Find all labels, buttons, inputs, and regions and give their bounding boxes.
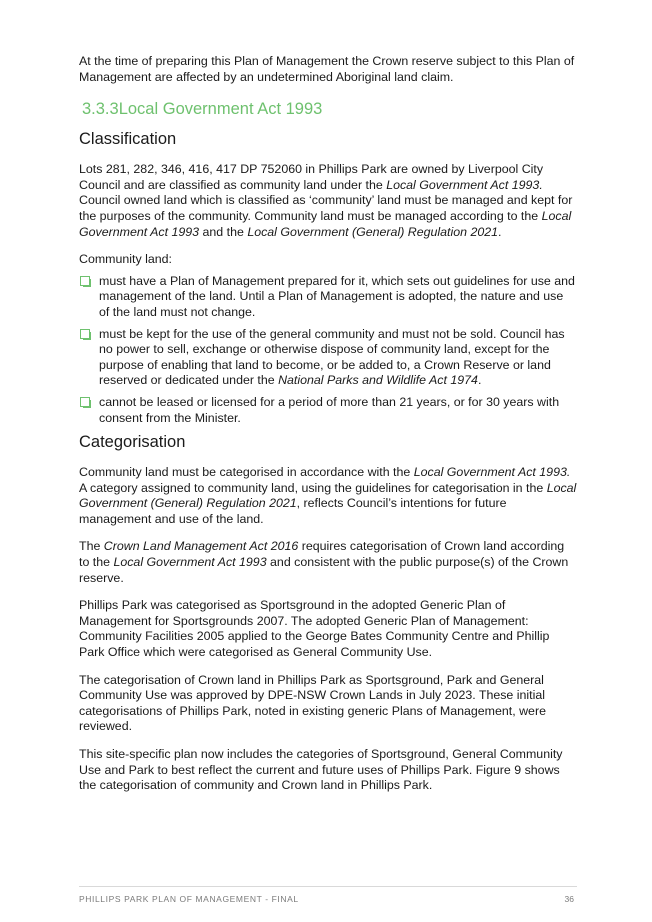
italic-act-name: National Parks and Wildlife Act 1974: [278, 373, 478, 388]
section-number: 3.3.3: [82, 100, 119, 119]
footer-page-number: 36: [564, 894, 574, 904]
text-run: Lots 281, 282, 346, 416, 417 DP 752060 in Phillips Park are owned by Liverpool City Council and are classified as community land under the: [79, 162, 544, 192]
list-item-text: must be kept for the use of the general community and must not be sold. Council has no power to sell, exchange or otherwise dispose of community land, except for the purpose of enabling that land to become, or be added to, a Crown Reserve or land reserved or dedicated under the: [99, 326, 565, 388]
text-run: requires categorisation of Crown land according to the: [79, 539, 565, 570]
text-run: Council owned land which is classified as ‘community’ land must be managed and kept for the purposes of the community. Community land must be managed according to the: [79, 193, 573, 223]
categorisation-heading: Categorisation: [79, 433, 186, 452]
italic-regulation-name: Local Government (General) Regulation 2021: [247, 224, 499, 239]
categorisation-paragraph-2: [79, 539, 577, 586]
classification-heading: Classification: [79, 130, 177, 149]
categorisation-paragraph-3: Phillips Park was categorised as Sportsground in the adopted Generic Plan of Management for Sportsgrounds 2007. The adopted Generic Plan of Management: Community Facilities 2005 applied to the George Bates Community Centre and Phillip Park Office which were categorised as General Community Use.: [79, 598, 550, 660]
list-item: [79, 274, 577, 321]
text-run: .: [498, 224, 502, 239]
list-item-text: .: [477, 373, 482, 388]
text-run: , reflects Council’s intentions for future management and use of the land.: [79, 496, 507, 526]
categorisation-paragraph-5: This site-specific plan now includes the categories of Sportsground, General Community Use and Park to best reflect the current and future uses of Phillips Park. Figure 9 shows the categorisation of community and Crown land in Phillips Park.: [79, 747, 563, 793]
section-heading: [82, 99, 577, 119]
italic-act-name: Crown Land Management Act 2016: [103, 539, 299, 554]
text-run: Community land must be categorised in accordance with the: [79, 465, 414, 480]
italic-act-name: Local Government Act 1993: [113, 555, 267, 570]
text-run: The: [79, 539, 104, 554]
community-land-list: [79, 274, 577, 426]
intro-paragraph: At the time of preparing this Plan of Management the Crown reserve subject to this Plan of Management are affected by an undetermined Aboriginal land claim.: [79, 54, 575, 84]
community-land-intro: Community land:: [79, 252, 172, 267]
italic-act-name: Local Government Act 1993.: [386, 177, 543, 192]
list-item-text: cannot be leased or licensed for a period of more than 21 years, or for 30 years with consent from the Minister.: [99, 394, 560, 425]
checkbox-square-icon: [80, 329, 90, 339]
list-item: [79, 395, 577, 426]
checkbox-square-icon: [80, 276, 90, 286]
footer-divider: [79, 886, 577, 887]
list-item-text: must have a Plan of Management prepared for it, which sets out guidelines for use and management of the land. Until a Plan of Management is adopted, the nature and use of the land must not change.: [99, 273, 575, 319]
section-title: Local Government Act 1993: [118, 100, 323, 119]
categorisation-paragraph-1: [79, 465, 577, 527]
list-item: [79, 327, 577, 389]
italic-act-name: Local Government Act 1993.: [413, 465, 571, 480]
text-run: and the: [199, 224, 248, 239]
document-page: [79, 54, 577, 806]
text-run: A category assigned to community land, using the guidelines for categorisation in the: [79, 480, 547, 495]
footer-document-title: PHILLIPS PARK PLAN OF MANAGEMENT - FINAL: [79, 894, 299, 904]
text-run: and consistent with the public purpose(s) of the Crown reserve.: [79, 555, 569, 585]
categorisation-paragraph-4: The categorisation of Crown land in Phillips Park as Sportsground, Park and General Community Use was approved by DPE-NSW Crown Lands in July 2023. These initial categorisations of Phillips Park, noted in existing generic Plans of Management, were reviewed.: [79, 672, 546, 734]
italic-regulation-name: Local Government (General) Regulation 2021: [79, 480, 577, 511]
checkbox-square-icon: [80, 397, 90, 407]
italic-act-name: Local Government Act 1993: [79, 208, 572, 239]
classification-paragraph: [79, 162, 577, 240]
